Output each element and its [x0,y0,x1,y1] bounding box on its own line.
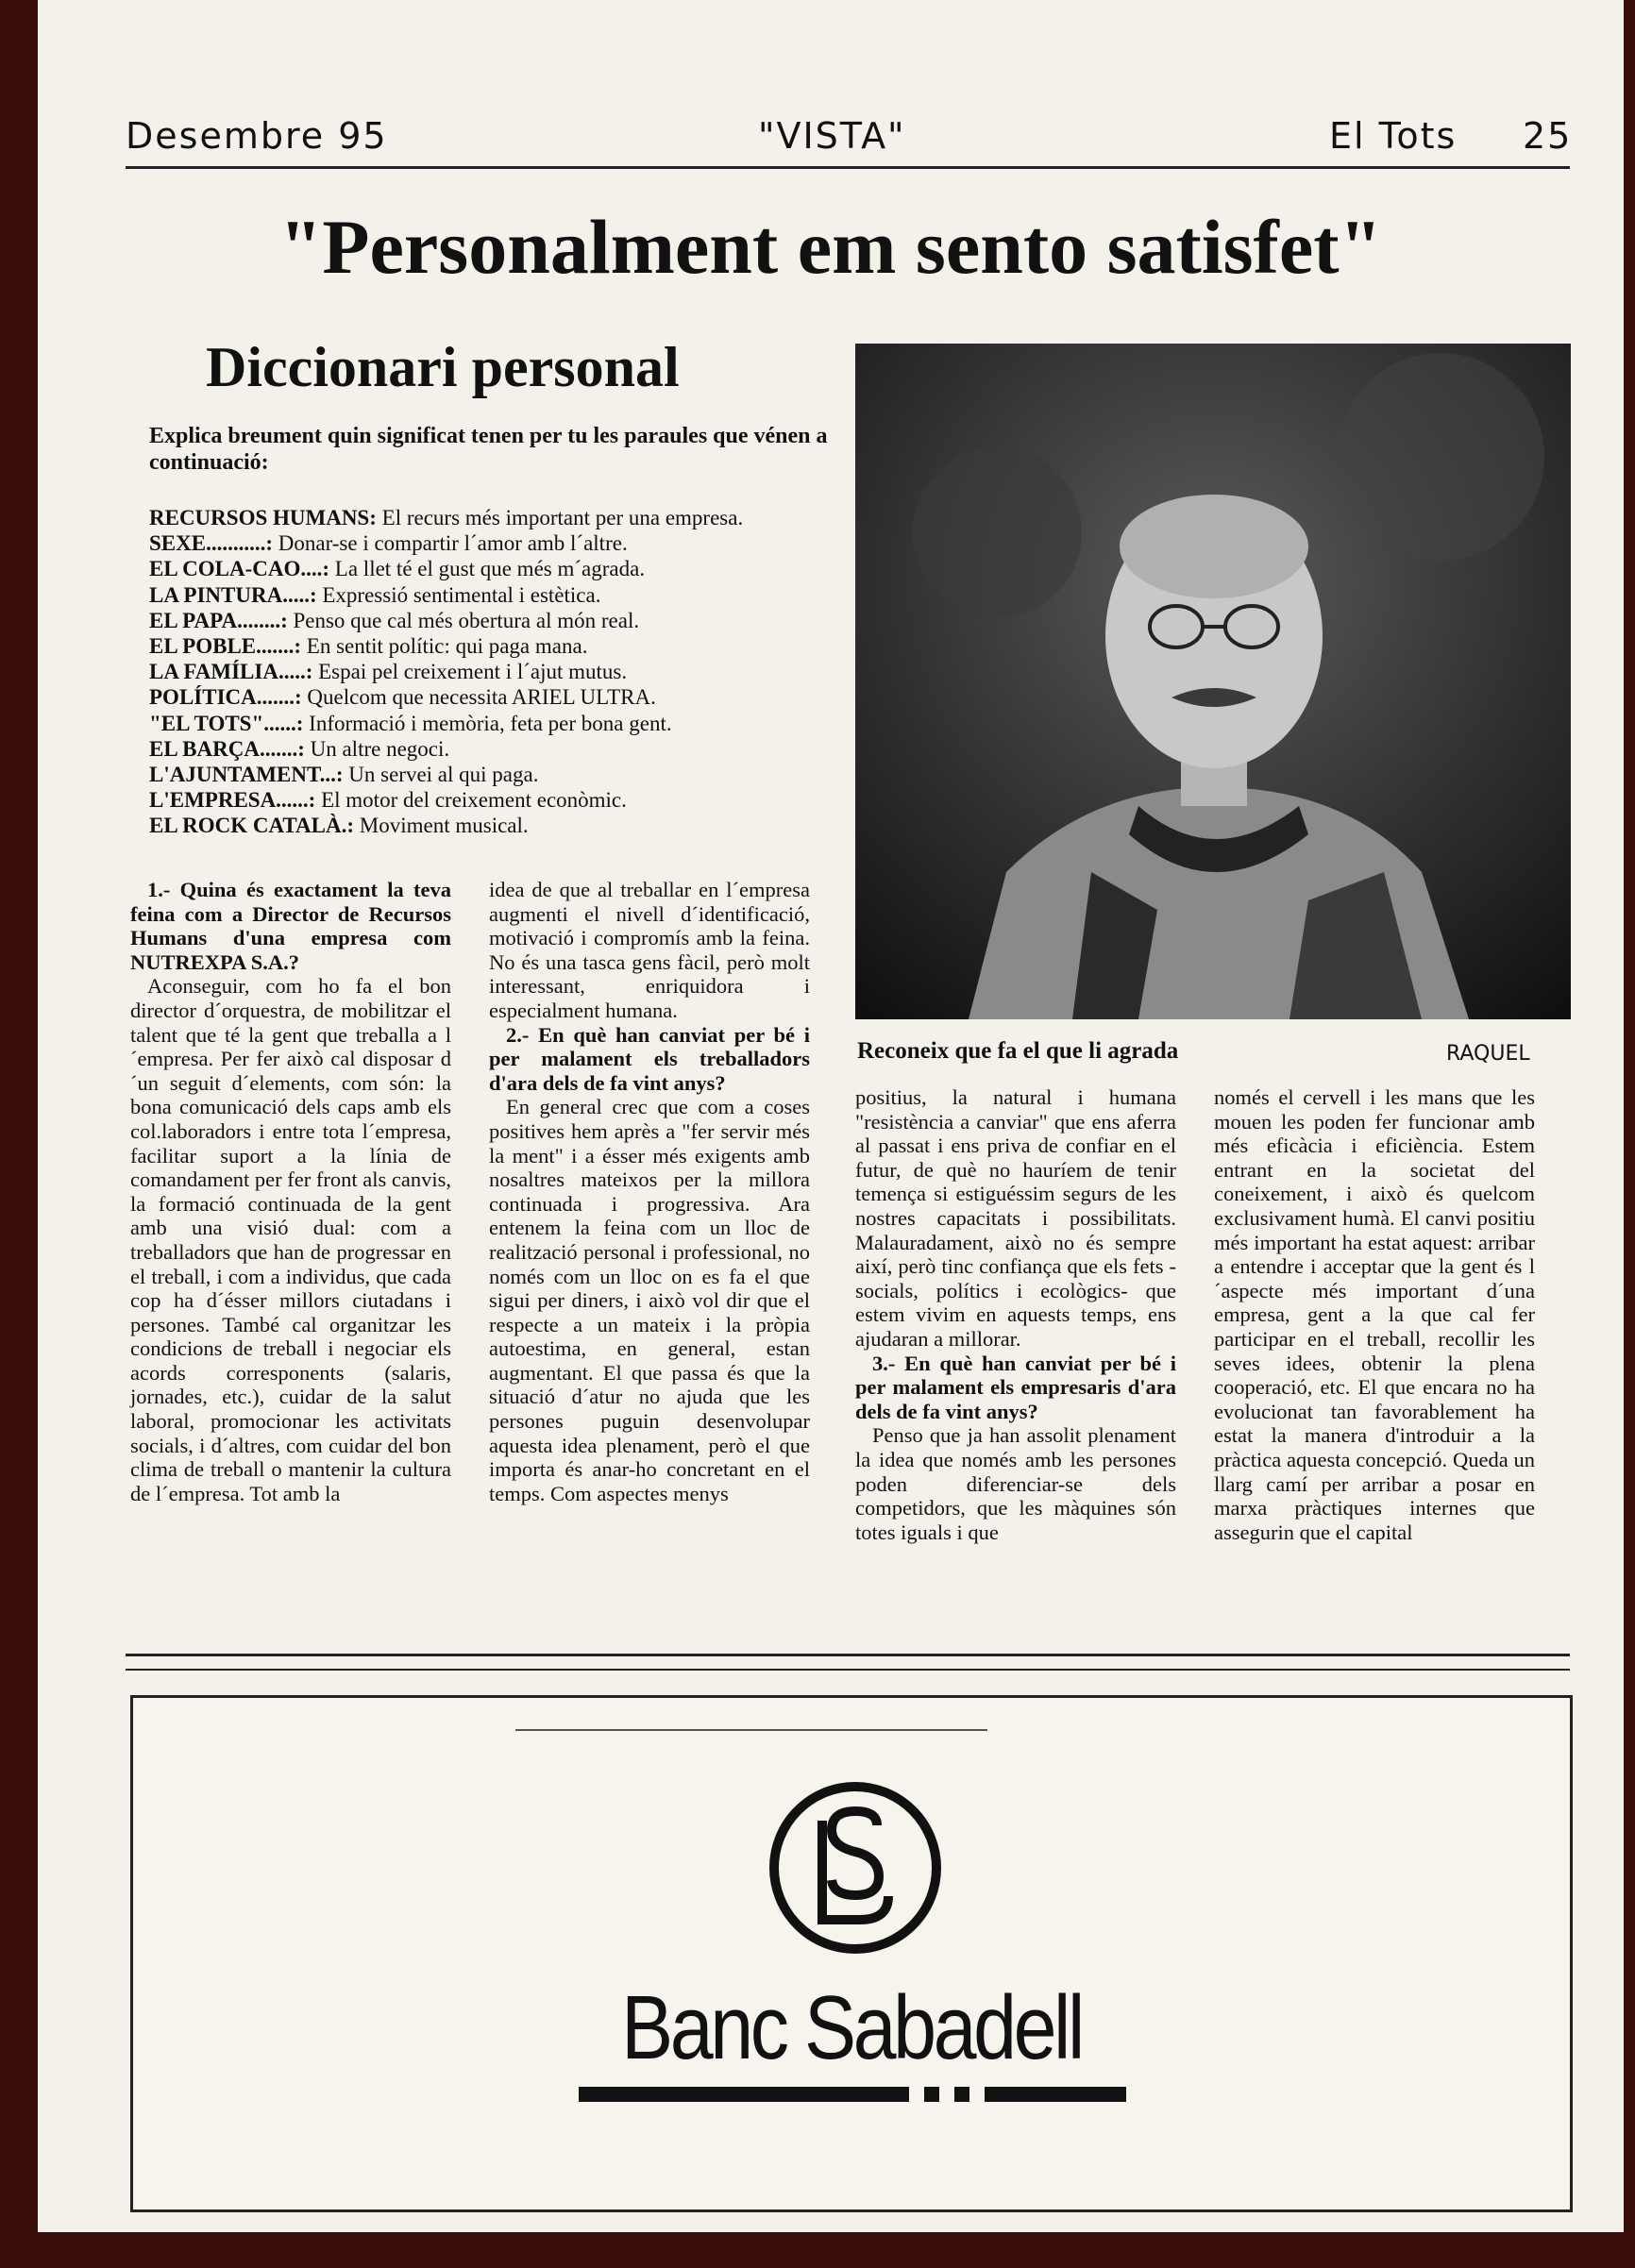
logo-bar-left [579,2087,909,2102]
header-page-number: 25 [1523,115,1573,157]
article-column-1 [130,878,451,1505]
section-divider [126,1654,1570,1656]
article-title: "Personalment em sento satisfet" [278,204,1383,290]
answer-3-continued: només el cervell i les mans que les mouen les poden fer funcionar amb més eficàcia i eficiència. Estem entrant en la societat del coneixement, i això és quelcom exclusivament humà. El canvi positiu més important ha estat aquest: arribar a entendre i acceptar que la gent és l´aspecte més important d´una empresa, gent a la que cal fer participar en el treball, recollir les seves idees, obtenir la plena cooperació, etc. El que encara no ha evolucionat tan favorablement ha estat la manera d'introduir a la pràctica aquesta concepció. Queda un llarg camí per arribar a posar en marxa pràctiques internes que assegurin que el capital [1214,1085,1535,1544]
logo-bar-dot-1 [924,2087,939,2102]
logo-bar-dot-2 [954,2087,969,2102]
question-1: 1.- Quina és exactament la teva feina com a Director de Recursos Humans d'una empresa com NUTREXPA S.A.? [130,878,451,974]
header-section: "VISTA" [758,115,906,157]
dictionary-intro: Explica breument quin significat tenen per tu les paraules que vénen a continuació: [149,424,828,475]
header-date: Desembre 95 [126,115,388,157]
dictionary-entry: LA FAMÍLIA.....: Espai pel creixement i l´ajut mutus. [149,660,628,684]
question-3: 3.- En què han canviat per bé i per malament els empresaris d'ara dels de fa vint anys? [855,1351,1176,1423]
newspaper-page [38,0,1624,2232]
answer-2: En general crec que com a coses positives hem après a "fer servir més la ment" i a ésser més exigents amb nosaltres mateixos per la millora continuada i progressiva. Ara entenem la feina com un lloc de realització personal i professional, no només com un lloc on es fa el que sigui per diners, i això vol dir que el respecte a un mateix i la pròpia autoestima, en general, estan augmentant. El que passa és que la situació d´atur no ajuda que les persones puguin desenvolupar aquesta idea plenament, però el que importa és anar-ho concretant en el temps. Com aspectes menys [489,1095,810,1505]
photo-caption: Reconeix que fa el que li agrada [857,1038,1179,1064]
dictionary-entry: POLÍTICA.......: Quelcom que necessita ARIEL ULTRA. [149,685,656,710]
dictionary-entry: EL ROCK CATALÀ.: Moviment musical. [149,814,529,838]
dictionary-entry: EL COLA-CAO....: La llet té el gust que més m´agrada. [149,557,646,581]
logo-bar-right [985,2087,1126,2102]
dictionary-heading: Diccionari personal [206,336,680,398]
article-column-2 [489,878,810,1505]
answer-3: Penso que ja han assolit plenament la idea que només amb les persones poden diferenciar-se dels competidors, que les màquines són totes iguals i que [855,1423,1176,1544]
bank-advertisement [130,1695,1573,2212]
header-publication: El Tots [1329,115,1458,157]
answer-1-continued: idea de que al treballar en l´empresa augmenti el nivell d´identificació, motivació i compromís amb la feina. No és una tasca gens fàcil, però molt interessant, enriquidora i especialment humana. [489,878,810,1022]
portrait-illustration [855,344,1571,1019]
dictionary-entry: "EL TOTS"......: Informació i memòria, feta per bona gent. [149,711,672,735]
article-column-3 [855,1085,1176,1544]
bank-name: Banc Sabadell [621,1977,1082,2078]
dictionary-entry: L'AJUNTAMENT...: Un servei al qui paga. [149,763,539,787]
article-column-4 [1214,1085,1535,1544]
answer-1: Aconseguir, com ho fa el bon director d´orquestra, de mobilitzar el talent que té la gent que treballa a l´empresa. Per fer això cal disposar d´un seguit d´elements, com són: la bona comunicació dels caps amb els col.laboradors i entre tota l´empresa, facilitar suport a la línia de comandament per fer front als canvis, la formació continuada de la gent amb una visió dual: com a treballadors que han de progressar en el treball, i com a individus, que cada cop ha d´ésser millors ciutadans i persones. També cal organitzar les condicions de treball i negociar els acords corresponents (salaris, jornades, etc.), cuidar de la salut laboral, promocionar les activitats socials, i d´altres, com cuidar del bon clima de treball o mantenir la cultura de l´empresa. Tot amb la [130,974,451,1505]
dictionary-entry: EL PAPA........: Penso que cal més obertura al món real. [149,608,640,632]
dictionary-entry: RECURSOS HUMANS: El recurs més important per una empresa. [149,506,744,529]
ad-top-rule [515,1729,987,1731]
dictionary-entry: EL BARÇA.......: Un altre negoci. [149,736,450,761]
dictionary-entry: EL POBLE.......: En sentit polític: qui paga mana. [149,634,588,659]
section-divider-thin [126,1669,1570,1671]
dictionary-entry: SEXE...........: Donar-se i compartir l´amor amb l´altre. [149,531,628,556]
dictionary-entry: LA PINTURA.....: Expressió sentimental i estètica. [149,582,601,607]
page-header [126,111,1573,169]
bs-monogram-icon [766,1778,945,1957]
question-2: 2.- En què han canviat per bé i per malament els treballadors d'ara dels de fa vint anys? [489,1022,810,1095]
answer-2-continued: positius, la natural i humana "resistència a canviar" que ens aferra al passat i ens priva de confiar en el futur, de què no hauríem de tenir temença si estiguéssim segurs de les nostres capacitats i possibilitats. Malauradament, això no és sempre així, però tinc confiança que els fets - socials, polítics i ecològics- que estem vivim en aquests temps, ens ajudaran a millorar. [855,1085,1176,1351]
photo-credit: RAQUEL [1446,1042,1530,1066]
dictionary-list [149,505,867,839]
portrait-photo [855,344,1571,1019]
dictionary-entry: L'EMPRESA......: El motor del creixement econòmic. [149,788,627,813]
